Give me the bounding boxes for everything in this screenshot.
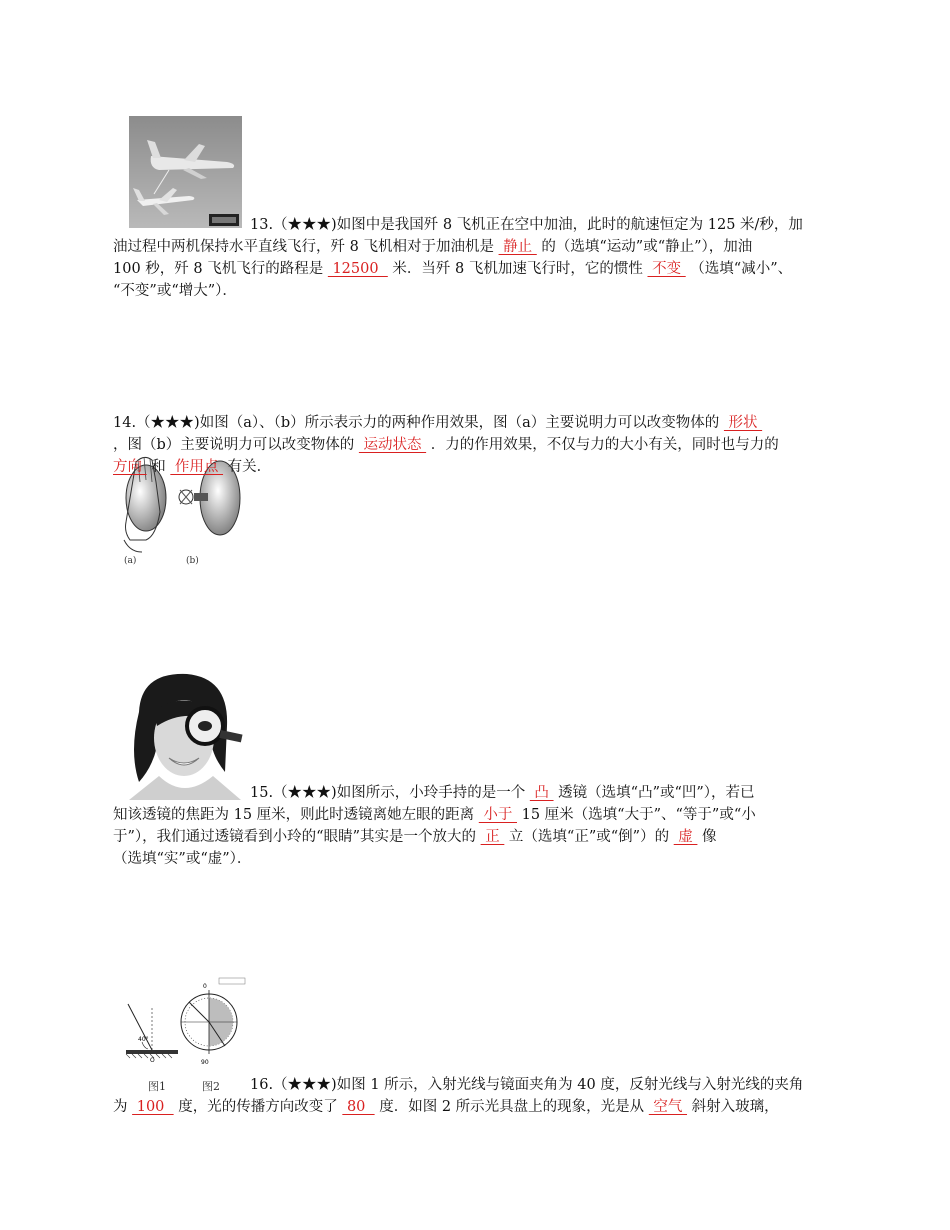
question-text: 14.（★★★)如图（a）、（b）所示表示力的两种作用效果，图（a）主要说明力可以改变物体的 — [113, 415, 724, 431]
q15-line — [250, 782, 755, 804]
question-text: 透镜（选填“凸”或“凹”），若已 — [553, 785, 755, 801]
answer-blank: 凸 — [529, 785, 554, 801]
answer-blank: 静止 — [498, 239, 537, 255]
q16-line — [250, 1074, 803, 1096]
ninety-mark: 90 — [201, 1059, 209, 1066]
question-text: 知该透镜的焦距为 15 厘米，则此时透镜离她左眼的距离 — [113, 807, 479, 823]
answer-blank: 虚 — [673, 829, 698, 845]
question-text: 的（选填“运动”或“静止”），加油 — [536, 239, 753, 255]
question-text: 15 厘米（选填“大于”、“等于”或“小 — [517, 807, 756, 823]
q14-line — [113, 456, 271, 478]
q14-line — [113, 434, 779, 456]
question-text: 16.（★★★)如图 1 所示，入射光线与镜面夹角为 40 度，反射光线与入射光线的夹角 — [250, 1077, 804, 1093]
question-text: 度，光的传播方向改变了 — [173, 1099, 343, 1115]
q15-line — [113, 848, 251, 870]
point-label: O — [150, 1057, 155, 1064]
question-text: 为 — [113, 1099, 133, 1115]
question-text: 油过程中两机保持水平直线飞行，歼 8 飞机相对于加油机是 — [113, 239, 499, 255]
question-text: （选填“减小”、 — [685, 261, 793, 277]
q13-line — [113, 258, 792, 280]
answer-blank: 运动状态 — [358, 437, 427, 453]
question-text: 和 — [146, 459, 171, 475]
question-text: 15.（★★★)如图所示，小玲手持的是一个 — [250, 785, 530, 801]
q15-line — [113, 826, 717, 848]
question-text: 有关． — [223, 459, 272, 475]
angle-label: 40° — [138, 1036, 149, 1043]
question-text: 立（选填“正”或“倒”）的 — [504, 829, 674, 845]
figure-caption-a: (a) — [124, 556, 137, 566]
question-text: 度．如图 2 所示光具盘上的现象，光是从 — [374, 1099, 649, 1115]
question-text: ．力的作用效果，不仅与力的大小有关，同时也与力的 — [426, 437, 779, 453]
answer-blank: 形状 — [723, 415, 763, 431]
figure-2-label: 图2 — [202, 1080, 220, 1093]
question-text: 100 秒，歼 8 飞机飞行的路程是 — [113, 261, 328, 277]
answer-blank: 12500 — [327, 261, 388, 277]
question-text: ，图（b）主要说明力可以改变物体的 — [113, 437, 359, 453]
question-text: “不变”或“增大”）． — [113, 283, 237, 299]
q13-line — [113, 236, 752, 258]
q14-line — [113, 412, 762, 434]
answer-blank: 80 — [342, 1099, 375, 1115]
answer-blank: 作用点 — [170, 459, 224, 475]
question-text: 像 — [697, 829, 717, 845]
q16-line — [113, 1096, 779, 1118]
question-text: 13.（★★★)如图中是我国歼 8 飞机正在空中加油，此时的航速恒定为 125 米/秒，加 — [250, 217, 803, 233]
figure-1-label: 图1 — [148, 1080, 166, 1093]
q13-line — [250, 214, 803, 236]
question-text: 斜射入玻璃， — [687, 1099, 779, 1115]
answer-blank: 小于 — [478, 807, 517, 823]
refueling-aircraft-photo — [129, 116, 242, 228]
reflection-figure-1 — [126, 1000, 178, 1064]
answer-blank: 空气 — [648, 1099, 688, 1115]
girl-magnifier-photo — [129, 672, 241, 800]
zero-mark: 0 — [203, 983, 207, 990]
question-text: （选填“实”或“虚”）． — [113, 851, 252, 867]
question-text: 于”），我们通过透镜看到小玲的“眼睛”其实是一个放大的 — [113, 829, 481, 845]
answer-blank: 不变 — [647, 261, 686, 277]
figure-caption-b: (b) — [186, 556, 199, 566]
answer-blank: 100 — [132, 1099, 174, 1115]
question-text: 米．当歼 8 飞机加速飞行时，它的惯性 — [387, 261, 648, 277]
optical-disc-figure-2 — [179, 976, 249, 1068]
q13-line — [113, 280, 237, 302]
answer-blank: 正 — [480, 829, 505, 845]
answer-blank: 方向 — [113, 459, 147, 475]
q15-line — [113, 804, 756, 826]
